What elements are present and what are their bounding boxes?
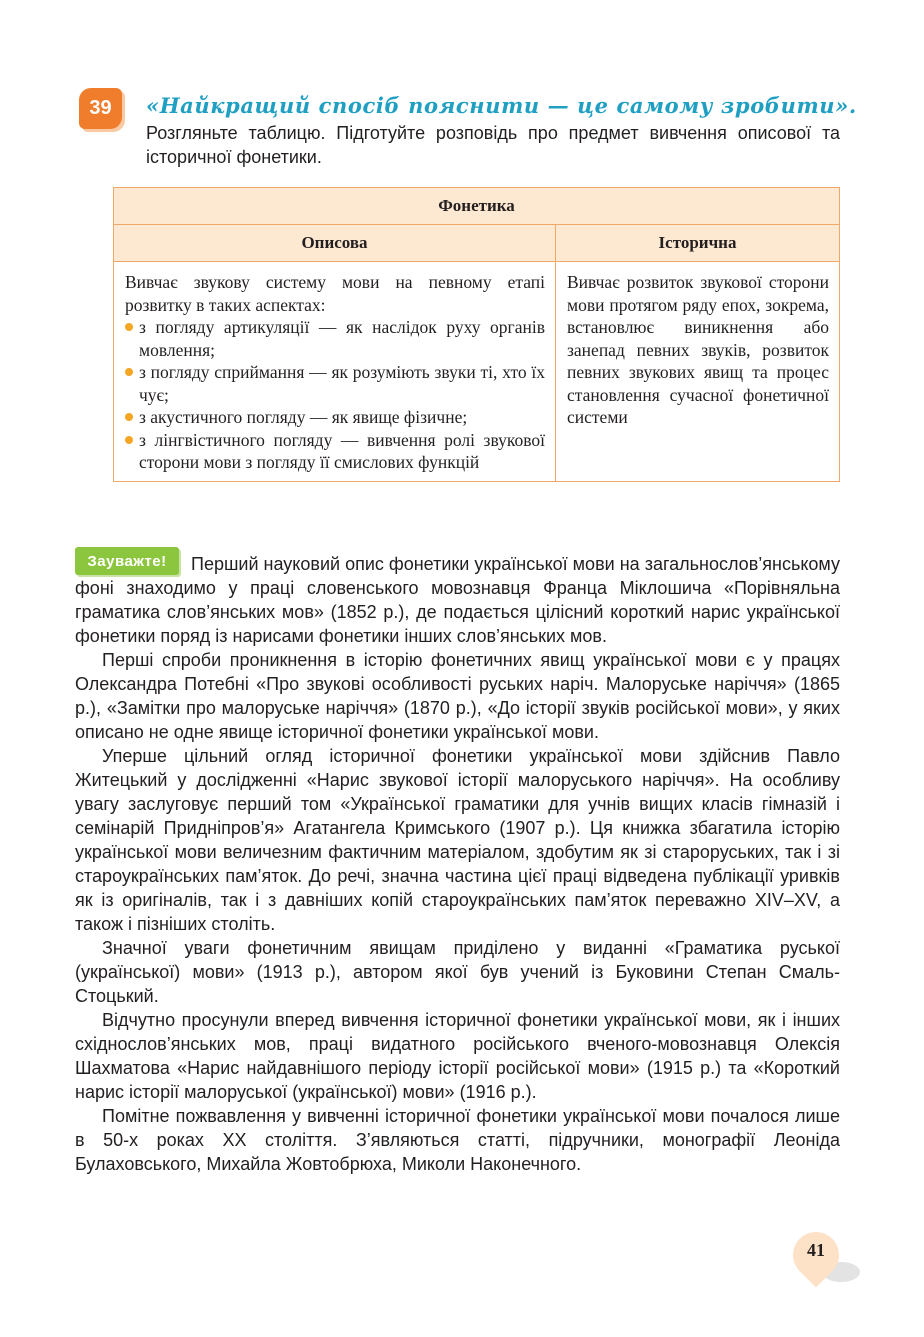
task-instructions: Розгляньте таблицю. Підготуйте розповідь про предмет вивчення описової та історичної фонетики. [146,123,840,167]
historical-cell: Вивчає розвиток звукової сторони мови протягом ряду епох, зокрема, встановлює виникнення або занепад певних звуків, розвиток певних звукових явищ та процес становлення сучасної фонетичної системи [556,262,840,482]
task-number-badge: 39 [79,88,122,129]
column-header-descriptive: Описова [114,225,556,262]
table-header-phonetics: Фонетика [114,188,840,225]
paragraph: Перші спроби проникнення в історію фонетичних явищ української мови є у працях Олександра Потебні «Про звукові особливості руських наріч. Малоруське наріччя» (1865 р.), «Замітки про малоруське наріччя» (1870 р.), «До історії звуків російської мови», у яких описано не одне явище історичної фонетики української мови. [75,650,840,742]
bullet-icon [125,368,133,376]
list-item: з погляду артикуляції — як наслідок руху органів мовлення; [125,316,545,361]
phonetics-table [113,187,840,482]
bullet-icon [125,436,133,444]
aspects-list [125,316,545,474]
paragraph: Значної уваги фонетичним явищам приділено у виданні «Граматика руської (української) мови» (1913 р.), автором якої був учений із Буковини Степан Смаль-Стоцький. [75,938,840,1006]
list-item: з лінгвістичного погляду — вивчення ролі звукової сторони мови з погляду її смислових функцій [125,429,545,474]
note-badge: Зауважте! [75,547,179,575]
list-item: з погляду сприймання — як розуміють звуки ті, хто їх чує; [125,361,545,406]
task-title: «Найкращий спосіб пояснити — це самому зробити». [146,93,857,118]
list-item: з акустичного погляду — як явище фізичне; [125,406,545,429]
bullet-icon [125,323,133,331]
paragraph: Відчутно просунули вперед вивчення історичної фонетики української мови, як і інших східнослов’янських мов, праці видатного російського вченого-мовознавця Олексія Шахматова «Нарис найдавнішого періоду історії російської мови» (1915 р.) та «Короткий нарис історії малоруської (української) мови» (1916 р.). [75,1010,840,1102]
note-body [75,552,840,1176]
paragraph: Уперше цільний огляд історичної фонетики української мови здійснив Павло Житецький у дослідженні «Нарис звукової історії малоруського наріччя». На особливу увагу заслуговує перший том «Української граматики для учнів вищих класів гімназій і семінарій Придніпров’я» Агатангела Кримського (1907 р.). Ця книжка збагатила історію української мови величезним фактичним матеріалом, здобутим як зі староруських, так і зі староукраїнських пам’яток. До речі, значна частина цієї праці відведена публікації уривків як із оригіналів, так і з давніших копій староукраїнських пам’яток переважно XIV–XV, а також і пізніших століть. [75,746,840,934]
page-number: 41 [807,1240,825,1260]
paragraph: Помітне пожвавлення у вивченні історичної фонетики української мови почалося лише в 50-х роках XX століття. З’являються статті, підручники, монографії Леоніда Булаховського, Михайла Жовтобрюха, Миколи Наконечного. [75,1106,840,1174]
bullet-icon [125,413,133,421]
paragraph: Перший науковий опис фонетики української мови на загальнослов’янському фоні знаходимо у праці словенського мовознавця Франца Міклошича «Порівняльна граматика слов’янських мов» (1852 р.), де подається цілісний короткий нарис української фонетики поряд із нарисами фонетики інших слов’янських мов. [75,554,840,646]
descriptive-intro: Вивчає звукову систему мови на певному етапі розвитку в таких аспектах: [125,272,545,315]
column-header-historical: Історична [556,225,840,262]
descriptive-cell [114,262,556,482]
